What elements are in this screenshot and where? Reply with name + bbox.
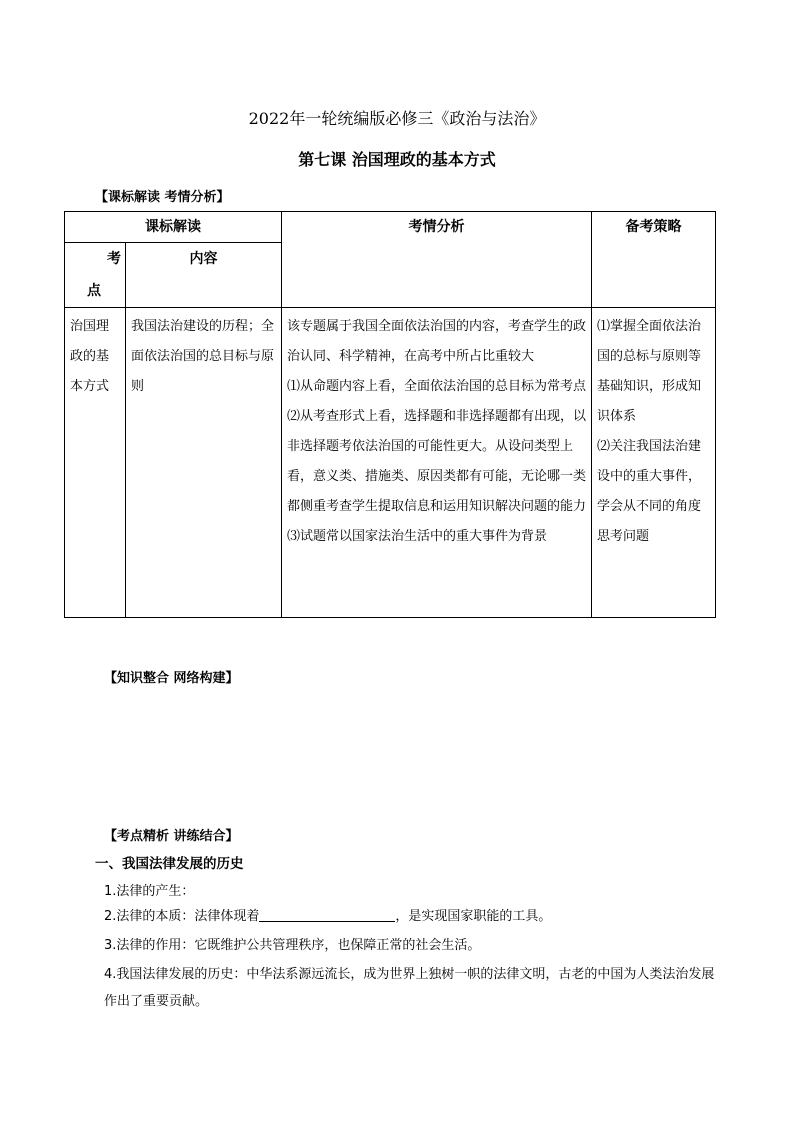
- section-heading-knowledge-network: 【知识整合 网络构建】: [104, 671, 239, 686]
- header-content: 内容: [126, 243, 282, 308]
- fill-in-blank[interactable]: [259, 907, 395, 922]
- document-title: 2022年一轮统编版必修三《政治与法治》: [248, 109, 546, 128]
- analysis-item: ⑴从命题内容上看，全面依法治国的总目标为常考点: [287, 379, 587, 394]
- cell-analysis: [282, 308, 592, 618]
- analysis-item: ⑵从考查形式上看，选择题和非选择题都有出现，以非选择题考依法治国的可能性更大。从设问类型上看，意义类、措施类、原因类都有可能，无论哪一类都侧重考查学生提取信息和运用知识解决问题的能力: [287, 409, 587, 514]
- strategy-item: ⑴掌握全面依法治国的总标与原则等基础知识，形成知识体系: [597, 319, 702, 424]
- paragraph-law-development: 4.我国法律发展的历史：中华法系源远流长，成为世界上独树一帜的法律文明，古老的中国为人类法治发展作出了重要贡献。: [104, 967, 715, 1009]
- table-row: [65, 308, 716, 618]
- header-point: [65, 243, 126, 308]
- cell-content: 我国法治建设的历程；全面依法治国的总目标与原则: [126, 308, 282, 618]
- curriculum-analysis-table: [64, 211, 716, 618]
- cell-strategy: [592, 308, 716, 618]
- cell-point: 治国理政的基本方式: [65, 308, 126, 618]
- header-point-line1: 考: [107, 251, 121, 267]
- paragraph-law-essence-after: ，是实现国家职能的工具。: [395, 909, 552, 924]
- table-header-row: [65, 212, 716, 243]
- section-heading-exam-points: 【考点精析 讲练结合】: [104, 829, 239, 844]
- paragraph-law-essence: [104, 905, 551, 924]
- paragraph-law-role: 3.法律的作用：它既维护公共管理秩序，也保障正常的社会生活。: [104, 938, 481, 953]
- header-strategy: 备考策略: [592, 212, 716, 308]
- subheading-law-history: 一、我国法律发展的历史: [95, 856, 244, 872]
- paragraph-law-origin: 1.法律的产生：: [104, 884, 195, 899]
- paragraph-law-essence-before: 2.法律的本质：法律体现着: [104, 909, 260, 924]
- lesson-title: 第七课 治国理政的基本方式: [298, 150, 496, 169]
- strategy-item: ⑵关注我国法治建设中的重大事件，学会从不同的角度思考问题: [597, 439, 702, 544]
- header-curriculum: 课标解读: [65, 212, 282, 243]
- header-point-line2: 点: [87, 283, 101, 299]
- section-heading-curriculum-analysis: 【课标解读 考情分析】: [95, 190, 230, 205]
- analysis-item: ⑶试题常以国家法治生活中的重大事件为背景: [287, 529, 548, 544]
- analysis-item: 该专题属于我国全面依法治国的内容，考查学生的政治认同、科学精神，在高考中所占比重较大: [287, 319, 587, 364]
- header-exam-analysis: 考情分析: [282, 212, 592, 308]
